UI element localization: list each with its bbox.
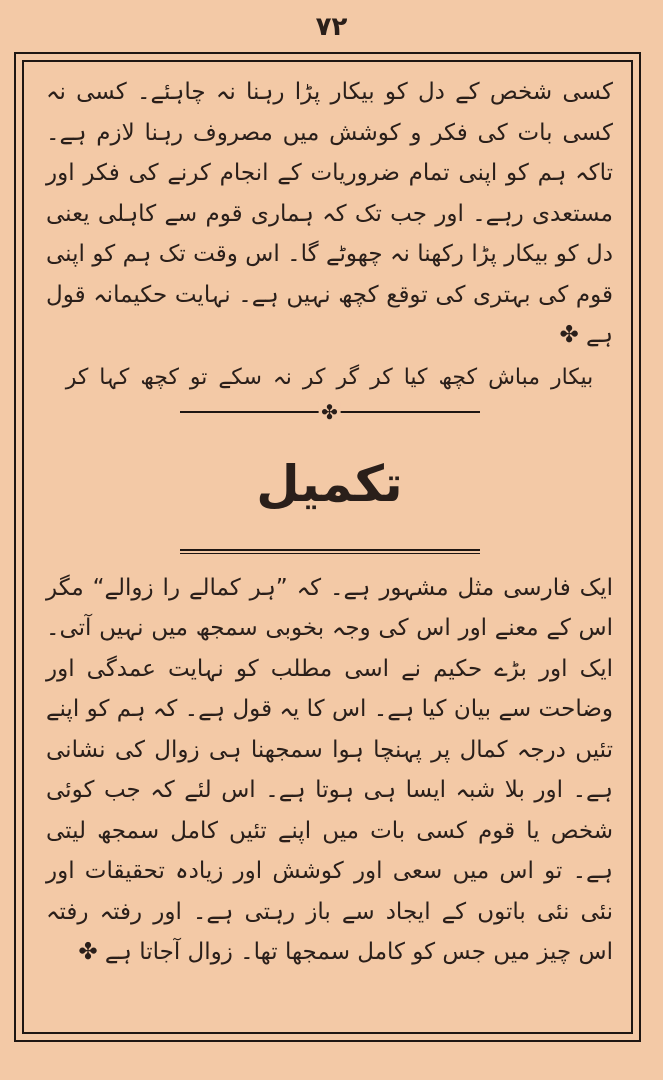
- divider-ornament-icon: ✤: [318, 402, 341, 422]
- paragraph-perfection: ایک فارسی مثل مشہور ہے۔ کہ ”ہر کمالے را زوالے“ مگر اس کے معنے اور اس کی وجہ بخوبی سمجھ میں نہیں آتی۔ ایک اور بڑے حکیم نے اسی مطلب کو نہایت عمدگی اور وضاحت سے بیان کیا ہے۔ اس کا یہ قول ہے۔ کہ ہم کو اپنے تئیں درجہ کمال پر پہنچا ہوا سمجھنا ہی زوال کی نشانی ہے۔ اور بلا شبہ ایسا ہی ہوتا ہے۔ اس لئے کہ جب کوئی شخص یا قوم کسی بات میں اپنے تئیں کامل سمجھ لیتی ہے۔ تو اس میں سعی اور کوشش اور زیادہ تحقیقات اور نئی نئی باتوں کے ایجاد سے باز رہتی ہے۔ اور رفتہ رفتہ اس چیز میں جس کو کامل سمجھا تھا۔ زوال آجاتا ہے ✤: [46, 574, 613, 965]
- ornamental-divider-top: [180, 399, 480, 424]
- double-rule-divider: [180, 540, 480, 560]
- divider-line: [180, 549, 480, 551]
- persian-couplet: بیکار مباش کچھ کیا کر گر کر نہ سکے تو کچھ کہا کر: [65, 364, 594, 390]
- page-content: [22, 60, 633, 1034]
- divider-line-thin: [180, 553, 480, 554]
- section-heading: تکمیل: [256, 454, 403, 513]
- paragraph-idleness: کسی شخص کے دل کو بیکار پڑا رہنا نہ چاہئے۔ کسی نہ کسی بات کی فکر و کوشش میں مصروف رہنا لازم ہے۔ تاکہ ہم کو اپنی تمام ضروریات کے انجام کرنے کی فکر اور مستعدی رہے۔ اور جب تک کہ ہماری قوم سے کاہلی یعنی دل کو بیکار پڑا رکھنا نہ چھوٹے گا۔ اس وقت تک ہم کو اپنی قوم کی بہتری کی توقع کچھ نہیں ہے۔ نہایت حکیمانہ قول ہے ✤: [46, 79, 613, 348]
- page-number: ۷۲: [315, 12, 348, 42]
